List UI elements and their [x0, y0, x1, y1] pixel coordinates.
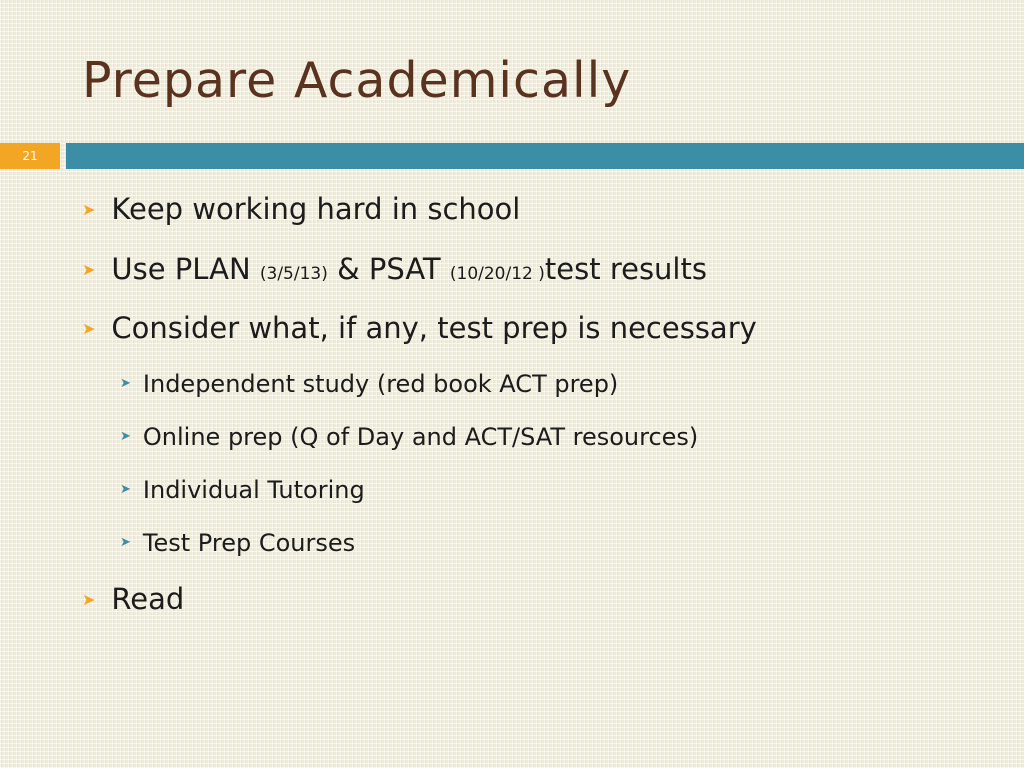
bullet-item: [82, 192, 520, 226]
sub-bullet-text: Online prep (Q of Day and ACT/SAT resources): [142, 423, 699, 451]
arrowhead-bullet-icon: ➤: [120, 428, 131, 444]
sub-bullet-text: Test Prep Courses: [142, 529, 356, 557]
bullet-item: [82, 311, 757, 345]
arrowhead-bullet-icon: ➤: [82, 199, 96, 219]
arrowhead-bullet-icon: ➤: [82, 259, 96, 279]
bullet-text: Use PLAN: [111, 252, 260, 286]
arrowhead-bullet-icon: ➤: [120, 481, 131, 497]
sub-bullet-item: [120, 529, 355, 557]
sub-bullet-text: Independent study (red book ACT prep): [142, 370, 619, 398]
sub-bullet-item: [120, 476, 365, 504]
title-divider-bar: [66, 143, 1024, 169]
arrowhead-bullet-icon: ➤: [82, 318, 96, 338]
bullet-text: Keep working hard in school: [111, 192, 521, 226]
sub-bullet-item: [120, 370, 618, 398]
sub-bullet-text: Individual Tutoring: [142, 476, 365, 504]
bullet-text: Read: [111, 582, 185, 616]
bullet-item: [82, 252, 707, 286]
plan-date: (3/5/13): [259, 264, 328, 284]
bullet-text: & PSAT: [327, 252, 450, 286]
bullet-text: test results: [544, 252, 707, 286]
sub-bullet-item: [120, 423, 698, 451]
bullet-text: Consider what, if any, test prep is necessary: [111, 311, 757, 345]
bullet-item: [82, 582, 184, 616]
slide-number: 21: [0, 143, 60, 169]
psat-date: (10/20/12 ): [449, 264, 545, 284]
arrowhead-bullet-icon: ➤: [82, 589, 96, 609]
arrowhead-bullet-icon: ➤: [120, 534, 131, 550]
slide-title: Prepare Academically: [82, 52, 632, 109]
arrowhead-bullet-icon: ➤: [120, 375, 131, 391]
